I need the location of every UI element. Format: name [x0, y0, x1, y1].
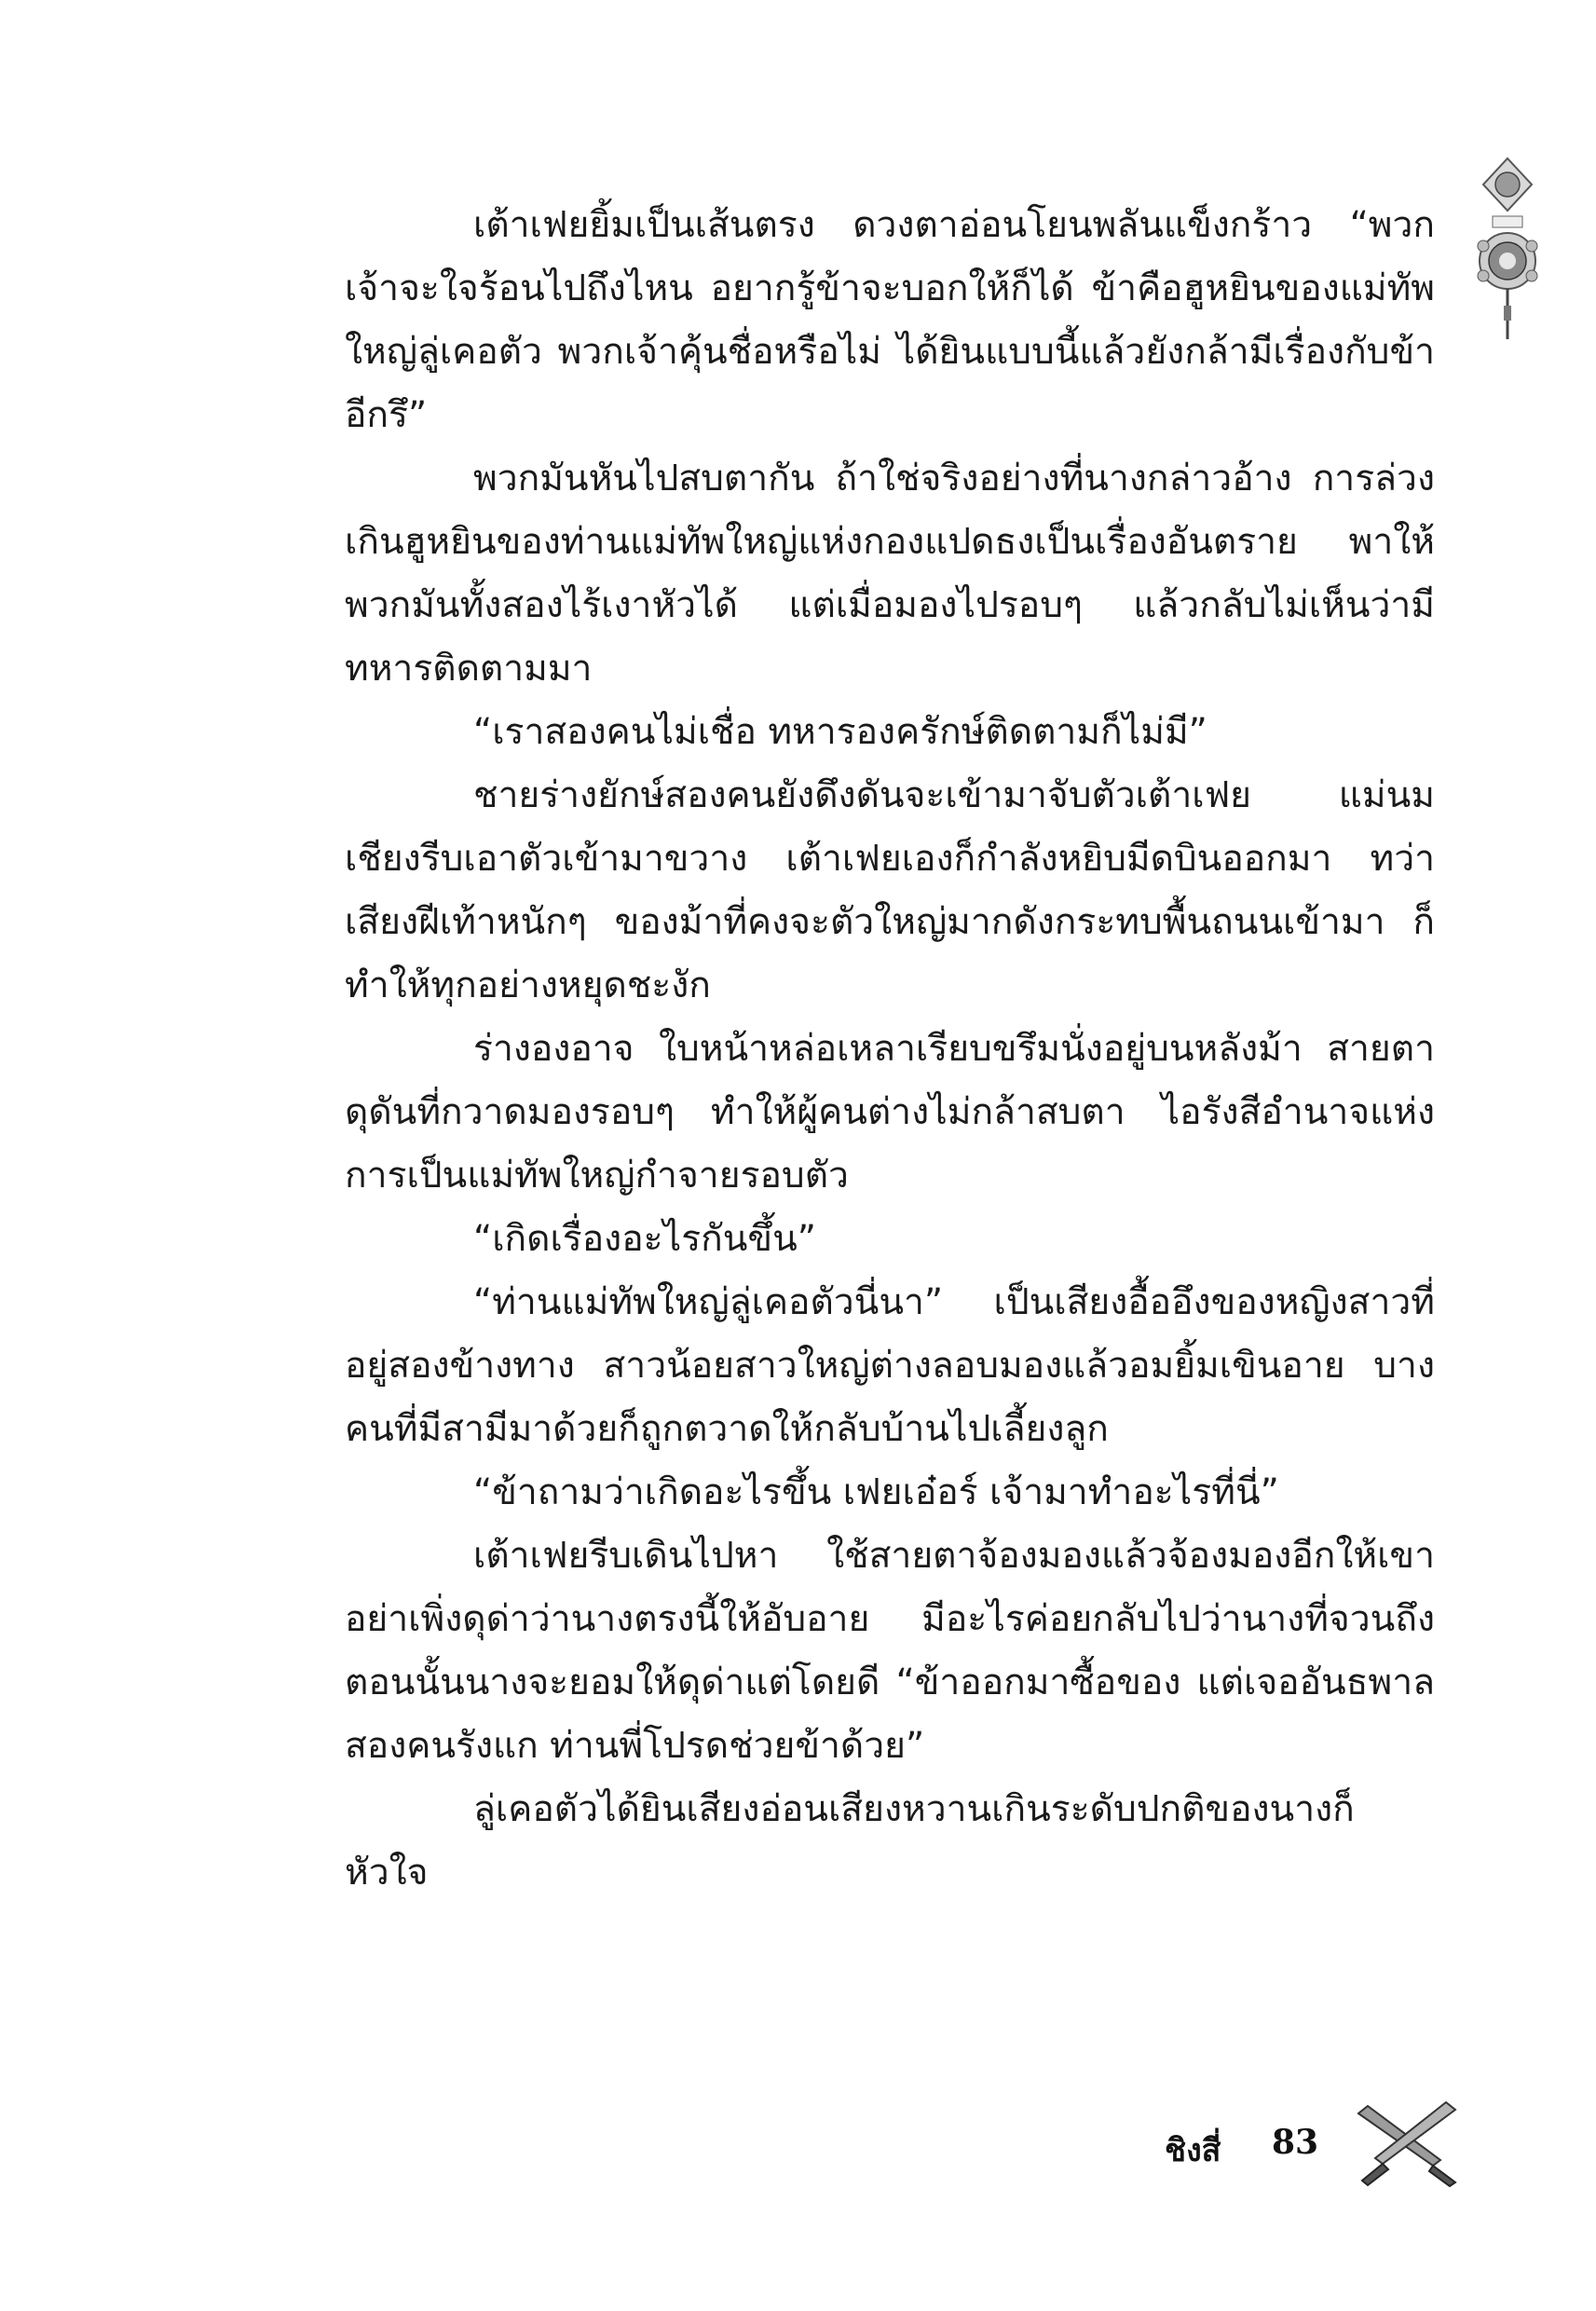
body-text: [345, 194, 1435, 1905]
paragraph: พวกมันหันไปสบตากัน ถ้าใช่จริงอย่างที่นางกล่าวอ้าง การล่วงเกินฮูหยินของท่านแม่ทัพใหญ่แห่งกองแปดธงเป็นเรื่องอันตราย พาให้พวกมันทั้งสองไร้เงาหัวได้ แต่เมื่อมองไปรอบๆ แล้วกลับไม่เห็นว่ามีทหารติดตามมา: [345, 458, 1435, 690]
page-number: 83: [1272, 2123, 1319, 2162]
ornament-icon: [1474, 157, 1541, 343]
paragraph: ลู่เคอตัวได้ยินเสียงอ่อนเสียงหวานเกินระดับปกติของนางก็หัวใจ: [345, 1788, 1355, 1894]
running-title: ชิงสี่: [1165, 2132, 1221, 2169]
paragraph: เต้าเฟยยิ้มเป็นเส้นตรง ดวงตาอ่อนโยนพลันแข็งกร้าว “พวกเจ้าจะใจร้อนไปถึงไหน อยากรู้ข้าจะบอกให้ก็ได้ ข้าคือฮูหยินของแม่ทัพใหญ่ลู่เคอตัว พวกเจ้าคุ้นชื่อหรือไม่ ได้ยินแบบนี้แล้วยังกล้ามีเรื่องกับข้าอีกรึ”: [345, 204, 1435, 436]
paragraph: ชายร่างยักษ์สองคนยังดึงดันจะเข้ามาจับตัวเต้าเฟย แม่นมเชียงรีบเอาตัวเข้ามาขวาง เต้าเฟยเองก็กำลังหยิบมีดบินออกมา ทว่าเสียงฝีเท้าหนักๆ ของม้าที่คงจะตัวใหญ่มากดังกระทบพื้นถนนเข้ามา ก็ทำให้ทุกอย่างหยุดชะงัก: [345, 774, 1435, 1006]
paragraph: “ท่านแม่ทัพใหญ่ลู่เคอตัวนี่นา” เป็นเสียงอื้ออึงของหญิงสาวที่อยู่สองข้างทาง สาวน้อยสาวใหญ่ต่างลอบมองแล้วอมยิ้มเขินอาย บางคนที่มีสามีมาด้วยก็ถูกตวาดให้กลับบ้านไปเลี้ยงลูก: [345, 1281, 1435, 1450]
page-footer: [1165, 2113, 1481, 2197]
paragraph: “ข้าถามว่าเกิดอะไรขึ้น เฟยเอ๋อร์ เจ้ามาทำอะไรที่นี่”: [473, 1471, 1279, 1513]
paragraph: ร่างองอาจ ใบหน้าหล่อเหลาเรียบขรึมนั่งอยู่บนหลังม้า สายตาดุดันที่กวาดมองรอบๆ ทำให้ผู้คนต่างไม่กล้าสบตา ไอรังสีอำนาจแห่งการเป็นแม่ทัพใหญ่กำจายรอบตัว: [345, 1028, 1435, 1197]
paragraph: “เกิดเรื่องอะไรกันขึ้น”: [473, 1218, 816, 1260]
paragraph: “เราสองคนไม่เชื่อ ทหารองครักษ์ติดตามก็ไม่มี”: [473, 711, 1207, 753]
paragraph: เต้าเฟยรีบเดินไปหา ใช้สายตาจ้องมองแล้วจ้องมองอีกให้เขาอย่าเพิ่งดุด่าว่านางตรงนี้ให้อับอาย มีอะไรค่อยกลับไปว่านางที่จวนถึงตอนนั้นนางจะยอมให้ดุด่าแต่โดยดี “ข้าออกมาซื้อของ แต่เจออันธพาลสองคนรังแก ท่านพี่โปรดช่วยข้าด้วย”: [345, 1535, 1435, 1767]
crossed-knives-icon: [1351, 2097, 1463, 2190]
